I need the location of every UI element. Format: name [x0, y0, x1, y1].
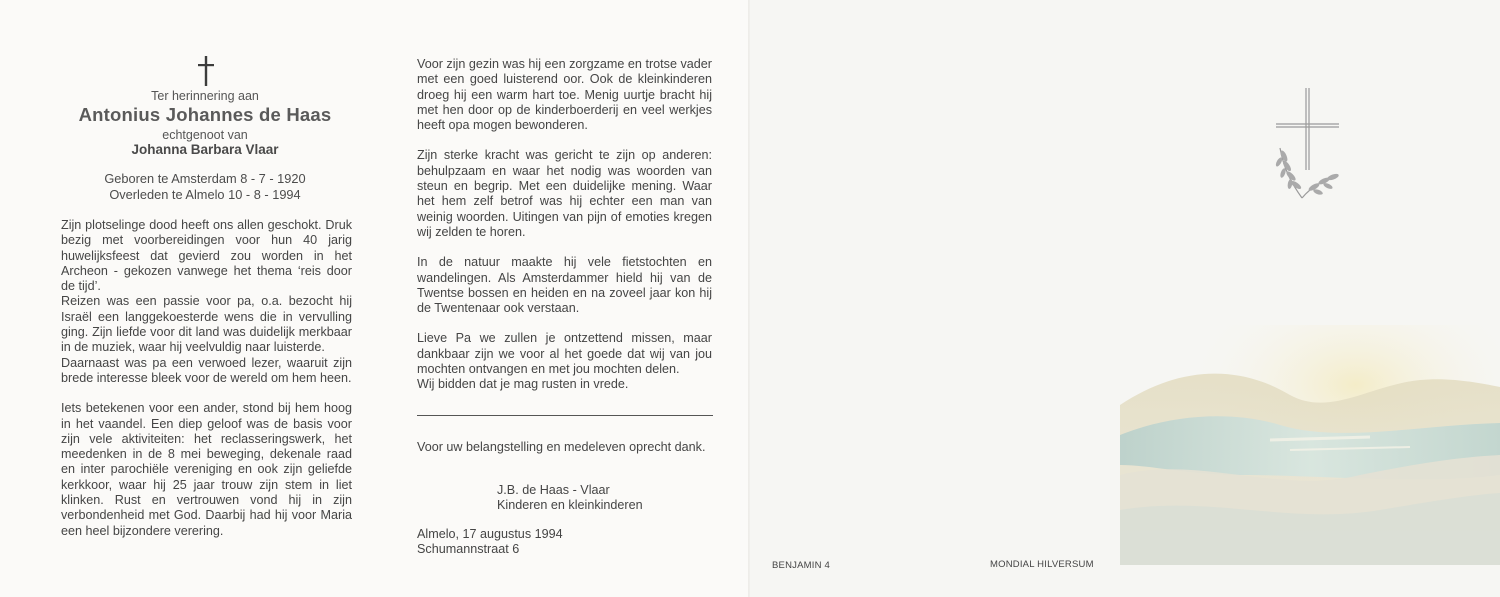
family-signature: J.B. de Haas - Vlaar [497, 483, 610, 497]
thanks-text: Voor uw belangstelling en medeleven oprecht dank. [417, 440, 706, 454]
address: Schumannstraat 6 [417, 542, 520, 556]
paragraph: Reizen was een passie voor pa, o.a. bezocht hij Israël een langgekoesterde wens die in vervulling ging. Zijn liefde voor dit land was duidelijk merkbaar in de muziek, waar hij veelvuldig naar luisterde. [61, 294, 352, 355]
paragraph: Iets betekenen voor een ander, stond bij hem hoog in het vaandel. Een diep geloof was de basis voor zijn vele aktiviteiten: het reclasseringswerk, het meedenken in de 8 mei beweging, dekenale raad en inter parochiële vereniging en ook zijn geliefde kerkkoor, waar hij 25 jaar trouw zijn stem in liet klinken. Rust en vertrouwen vond hij in zijn verbondenheid met God. Daarbij had hij voor Maria een heel bijzondere verering. [61, 401, 352, 538]
place-and-date: Almelo, 17 augustus 1994 [417, 527, 563, 541]
deceased-name: Antonius Johannes de Haas [78, 104, 332, 125]
family-members: Kinderen en kleinkinderen [497, 498, 643, 512]
paragraph: Lieve Pa we zullen je ontzettend missen, maar dankbaar zijn we voor al het goede dat wij van jou mochten ontvangen en met jou mochten delen. [417, 331, 712, 377]
series-label: BENJAMIN 4 [772, 560, 830, 571]
cross-icon [195, 55, 217, 87]
divider-line [417, 415, 713, 416]
landscape-illustration [1120, 325, 1500, 565]
paragraph: Wij bidden dat je mag rusten in vrede. [417, 377, 629, 392]
paragraph: In de natuur maakte hij vele fietstochten en wandelingen. Als Amsterdammer hield hij van de Twentse bossen en heiden en na zoveel jaar kon hij de Twentenaar ook verstaan. [417, 255, 712, 316]
text-column-left [61, 218, 352, 539]
paragraph: Daarnaast was pa een verwoed lezer, waaruit zijn brede interesse bleek voor de wereld om hem heen. [61, 355, 352, 385]
paragraph: Zijn sterke kracht was gericht te zijn op anderen: behulpzaam en waar het nodig was woorden van steun en begrip. Met een duidelijke mening. Waar het hem zelf betrof was hij echter een man van weinig woorden. Uitingen van pijn of emoties kregen wij zelden te horen. [417, 148, 712, 239]
birth-line: Geboren te Amsterdam 8 - 7 - 1920 [104, 171, 306, 186]
spouse-label: echtgenoot van [162, 128, 248, 142]
publisher-label: MONDIAL HILVERSUM [990, 559, 1094, 570]
death-line: Overleden te Almelo 10 - 8 - 1994 [109, 187, 301, 202]
paragraph: Zijn plotselinge dood heeft ons allen geschokt. Druk bezig met voorbereidingen voor hun 40 jarig huwelijksfeest dat gevierd zou worden in het Archeon - gekozen vanwege het thema ‘reis door de tijd’. [61, 218, 352, 294]
paragraph: Voor zijn gezin was hij een zorgzame en trotse vader met een goed luisterend oor. Ook de kleinkinderen droeg hij een warm hart toe. Menig uurtje bracht hij met hen door op de kinderboerderij en veel werkjes heeft opa mogen bewonderen. [417, 57, 712, 133]
spouse-name: Johanna Barbara Vlaar [131, 142, 279, 157]
text-column-right [417, 57, 712, 393]
cross-with-palm-branches-icon [1272, 86, 1342, 201]
intro-line: Ter herinnering aan [151, 89, 259, 103]
